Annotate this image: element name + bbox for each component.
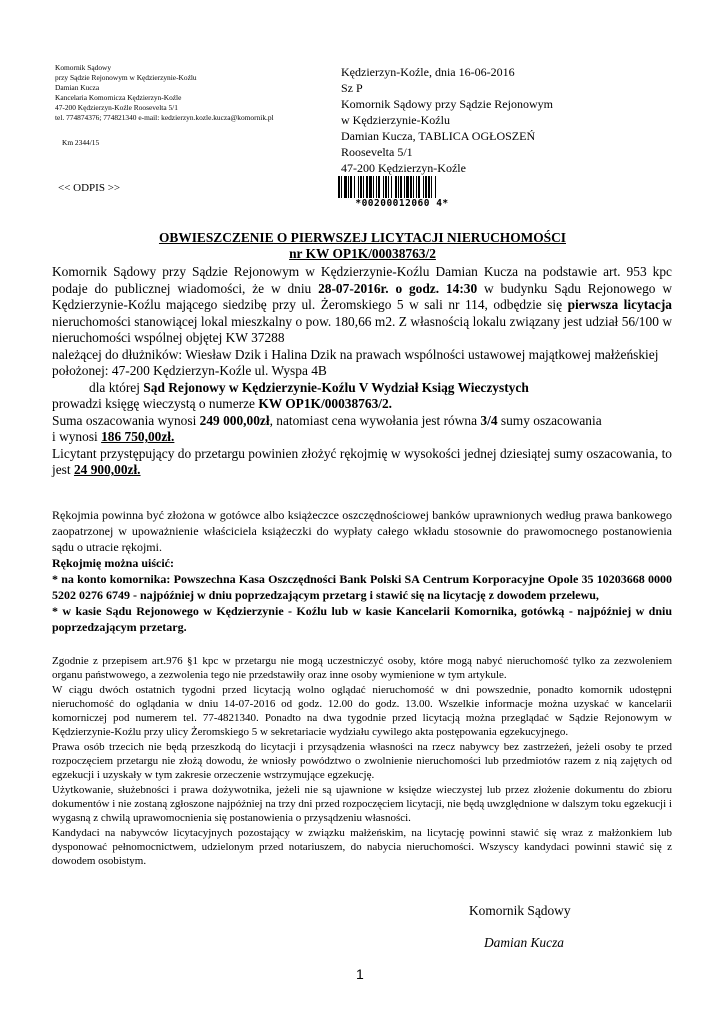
deposit-heading: Rękojmię można uiścić:	[52, 556, 174, 570]
legal-notes	[52, 654, 672, 868]
barcode-bar	[366, 176, 368, 198]
barcode-bar	[431, 176, 432, 198]
barcode-bar	[418, 176, 420, 198]
recipient-line: w Kędzierzynie-Koźlu	[341, 113, 450, 127]
barcode-bar	[350, 176, 352, 198]
note-paragraph: Zgodnie z przepisem art.976 §1 kpc w przetargu nie mogą uczestniczyć osoby, które mogą nabyć nieruchomość tylko za zezwoleniem organu państwowego, a zezwolenia tego nie przedstawiły oraz inne osoby wymienione w tym artykule.	[52, 655, 672, 682]
barcode-bar	[428, 176, 430, 198]
barcode-bar	[360, 176, 362, 198]
barcode-bar	[425, 176, 427, 198]
barcode-bar	[344, 176, 347, 198]
barcode-bar	[383, 176, 384, 198]
starting-price: 186 750,00zł.	[101, 429, 175, 444]
barcode-bar	[416, 176, 417, 198]
barcode-bar	[413, 176, 414, 198]
barcode-bar	[341, 176, 342, 198]
valuation-sum: 249 000,00zł	[199, 412, 270, 428]
barcode-bar	[400, 176, 402, 198]
barcode-bar	[423, 176, 424, 198]
recipient-line: Komornik Sądowy przy Sądzie Rejonowym	[341, 97, 553, 111]
sender-address-block	[55, 63, 274, 123]
page-number: 1	[356, 966, 364, 982]
note-paragraph: Kandydaci na nabywców licytacyjnych pozostający w związku małżeńskim, na licytację powinni stawić się wraz z małżonkiem lub dysponować pełnomocnictwem, udzielonym przed notariuszem, do nabycia nieruchomości. Wszyscy kandydaci powinni stawić się z dowodem osobistym.	[52, 826, 672, 868]
sender-line: Kancelaria Komornicza Kędzierzyn-Koźle	[55, 93, 182, 102]
recipient-address-block	[341, 64, 553, 176]
barcode-bar	[385, 176, 387, 198]
auction-paragraph: Komornik Sądowy przy Sądzie Rejonowym w Kędzierzynie-Koźlu Damian Kucza na podstawie art. 953 kpc podaje do publicznej wiadomości, że w dniu 28-07-2016r. o godz. 14:30 w budynku Sądu Rejonowego w Kędzierzynie-Koźlu mającego siedzibę przy ul. Żeromskiego 5 w sali nr 114, odbędzie się pierwsza licytacja nieruchomości stanowiącej lokal mieszkalny o pow. 180,66 m2. Z własnością lokalu związany jest udział 56/100 w nieruchomości wspólnej objętej KW 37288	[52, 264, 672, 345]
barcode-bar	[388, 176, 389, 198]
barcode-bar	[410, 176, 412, 198]
copy-mark: << ODPIS >>	[58, 182, 121, 194]
deposit-option-cash: * w kasie Sądu Rejonowego w Kędzierzynie - Koźlu lub w kasie Kancelarii Komornika, gotówką - najpóźniej w dniu poprzedzającym przetarg.	[52, 604, 672, 634]
barcode-bar	[363, 176, 364, 198]
signature-title: Komornik Sądowy	[469, 903, 571, 918]
recipient-line: Damian Kucza, TABLICA OGŁOSZEŃ	[341, 129, 536, 143]
barcode-bar	[338, 176, 340, 198]
deposit-form-paragraph: Rękojmia powinna być złożona w gotówce albo książeczce oszczędnościowej banków uprawnionych według prawa bankowego zaopatrzonej w upoważnienie właściciela książeczki do wypłaty całego wkładu stosownie do prawomocnego postanowienia sądu o utracie rękojmi.	[52, 508, 672, 554]
barcode-bar	[358, 176, 359, 198]
barcode-bar	[369, 176, 372, 198]
debtors-paragraph: należącej do dłużników: Wiesław Dzik i Halina Dzik na prawach wspólności ustawowej majątkowej małżeńskiej	[52, 346, 659, 362]
deposit-amount-paragraph: Licytant przystępujący do przetargu powinien złożyć rękojmię w wysokości jednej dziesiątej sumy oszacowania, to jest 24 900,00zł.	[52, 445, 672, 477]
sender-line: 47-200 Kędzierzyn-Koźle Roosevelta 5/1	[55, 103, 178, 112]
date-line: Kędzierzyn-Koźle, dnia 16-06-2016	[341, 65, 515, 79]
location-paragraph: położonej: 47-200 Kędzierzyn-Koźle ul. Wyspa 4B	[52, 363, 327, 378]
barcode-bar	[378, 176, 380, 198]
barcode-bar	[354, 176, 355, 198]
court-paragraph: dla której Sąd Rejonowy w Kędzierzynie-Koźlu V Wydział Ksiąg Wieczystych	[89, 379, 529, 395]
note-paragraph: W ciągu dwóch ostatnich tygodni przed licytacją wolno oglądać nieruchomość w dni powszednie, ponadto komornik udostępni nieruchomość do oglądania w dniu 14-07-2016 od godz. 12.00 do godz. 13.00. Wszelkie informacje można uzyskać w kancelarii komorniczej pod numerem tel. 77-4821340. Ponadto na dwa tygodnie przed licytacją można przeglądać w Sądzie Rejonowym w Kędzierzynie-Koźlu przy ulicy Żeromskiego 5 w sekretariacie wydziału cywilego akta postępowania egzekucyjnego.	[52, 683, 672, 739]
sender-line: tel. 774874376; 774821340 e-mail: kedzierzyn.kozle.kucza@komornik.pl	[55, 113, 274, 122]
barcode-bar	[395, 176, 397, 198]
barcode-bar	[404, 176, 405, 198]
sender-line: Komornik Sądowy	[55, 63, 112, 72]
valuation-paragraph: Suma oszacowania wynosi 249 000,00zł, natomiast cena wywołania jest równa 3/4 sumy oszacowania	[52, 412, 602, 428]
sender-line: Damian Kucza	[55, 83, 100, 92]
announcement-body	[52, 264, 672, 479]
barcode-bar	[373, 176, 374, 198]
deposit-amount: 24 900,00zł.	[73, 462, 141, 477]
deposit-option-bank: * na konto komornika: Powszechna Kasa Oszczędności Bank Polski SA Centrum Korporacyjne Opole 35 10203668 0000 5202 0276 6749 - najpóźniej w dniu poprzedzającym przetarg i stawić się na licytację z dowodem przelewu,	[52, 572, 672, 602]
recipient-line: 47-200 Kędzierzyn-Koźle	[341, 161, 466, 175]
note-paragraph: Prawa osób trzecich nie będą przeszkodą do licytacji i przysądzenia własności na rzecz nabywcy bez zastrzeżeń, jeżeli osoby te przed rozpoczęciem przetargu nie złożą dowodu, że wniosły powództwo o zwolnienie nieruchomości lub przedmiotów razem z nią zajętych od egzekucji i uzyskały w tym zakresie orzeczenie wstrzymujące egzekucję.	[52, 740, 672, 782]
recipient-line: Sz P	[341, 81, 363, 95]
recipient-line: Roosevelta 5/1	[341, 145, 413, 159]
barcode-bar	[391, 176, 392, 198]
barcode-bar	[435, 176, 436, 198]
auction-date: 28-07-2016r. o godz. 14:30	[318, 280, 478, 296]
barcode-bar	[348, 176, 349, 198]
barcode-bar	[376, 176, 377, 198]
land-registry-number-heading: nr KW OP1K/00038763/2	[289, 246, 436, 261]
barcode-text: *00200012060 4*	[355, 198, 449, 209]
barcode-bar	[406, 176, 409, 198]
barcode-bar	[398, 176, 399, 198]
barcode	[338, 176, 466, 198]
note-paragraph: Użytkowanie, służebności i prawa dożywotnika, jeżeli nie są ujawnione w księdze wieczystej lub przez złożenie dokumentu do zbioru dokumentów i nie zostaną zgłoszone najpóźniej na trzy dni przed rozpoczęciem licytacji, nie będą uwzględnione w dalszym toku egzekucji i wygasną z chwilą uprawomocnienia się postanowienia o przysądzeniu własności.	[52, 783, 672, 825]
deposit-section	[52, 507, 672, 635]
starting-price-paragraph: i wynosi 186 750,00zł.	[52, 429, 175, 444]
document-title: OBWIESZCZENIE O PIERWSZEJ LICYTACJI NIERUCHOMOŚCI	[158, 230, 567, 245]
case-number: Km 2344/15	[62, 138, 100, 147]
kw-paragraph: prowadzi księgę wieczystą o numerze KW OP1K/00038763/2.	[52, 396, 393, 411]
sender-line: przy Sądzie Rejonowym w Kędzierzynie-Koźlu	[55, 73, 197, 82]
signature-name: Damian Kucza	[484, 935, 564, 950]
